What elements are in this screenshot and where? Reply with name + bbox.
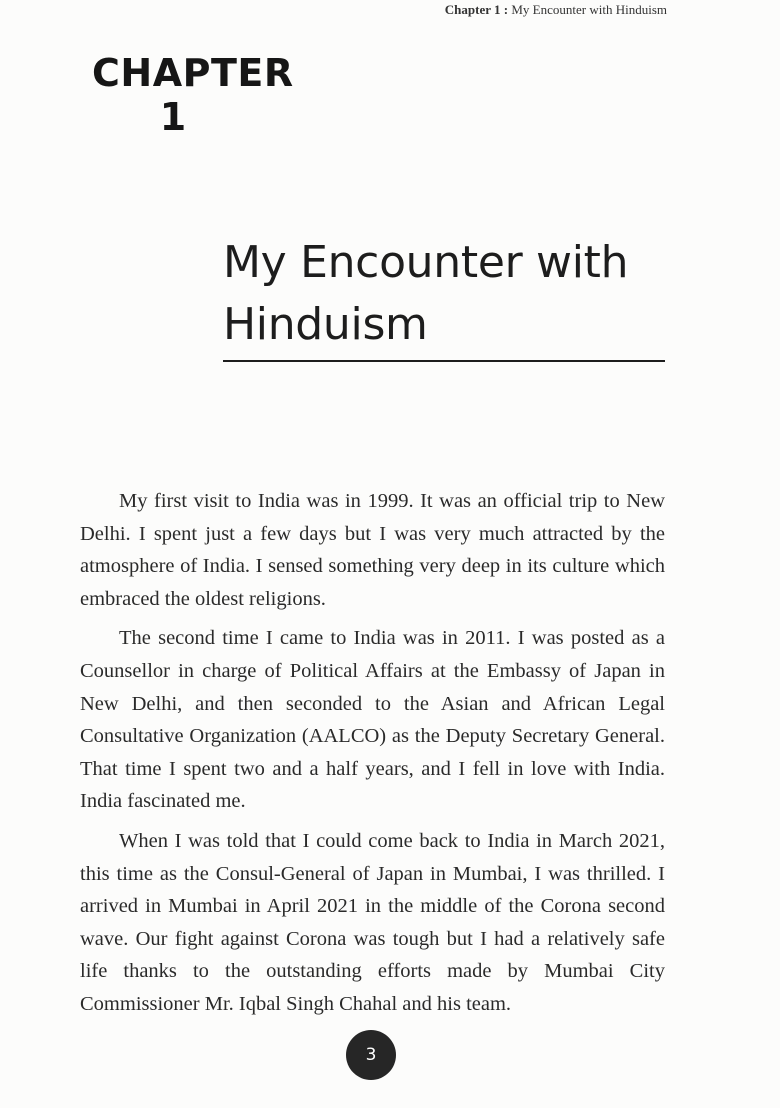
- chapter-number: 1: [159, 95, 187, 139]
- running-header: [445, 2, 667, 18]
- chapter-title: [223, 232, 665, 356]
- chapter-title-line-2: Hinduism: [223, 299, 428, 350]
- chapter-label: [92, 50, 294, 140]
- running-header-title: My Encounter with Hinduism: [511, 2, 667, 17]
- paragraph: The second time I came to India was in 2011. I was posted as a Counsellor in charge of Political Affairs at the Embassy of Japan in New Delhi, and then seconded to the Asian and African Legal Consultative Organization (AALCO) as the Deputy Secretary General. That time I spent two and a half years, and I fell in love with India. India fascinated me.: [80, 627, 665, 813]
- paragraph: My first visit to India was in 1999. It was an official trip to New Delhi. I spent just a few days but I was very much attracted by the atmosphere of India. I sensed something very deep in its culture which embraced the oldest religions.: [80, 490, 665, 610]
- title-underline-rule: [223, 360, 665, 362]
- page-number-badge: 3: [346, 1030, 396, 1080]
- paragraph: When I was told that I could come back to India in March 2021, this time as the Consul-General of Japan in Mumbai, I was thrilled. I arrived in Mumbai in April 2021 in the middle of the Corona second wave. Our fight against Corona was tough but I had a relatively safe life thanks to the outstanding efforts made by Mumbai City Commissioner Mr. Iqbal Singh Chahal and his team.: [80, 829, 665, 1015]
- chapter-word: CHAPTER: [92, 51, 294, 95]
- running-header-chapter: Chapter 1 :: [444, 2, 509, 17]
- chapter-title-line-1: My Encounter with: [223, 237, 629, 288]
- body-text: [80, 485, 665, 1028]
